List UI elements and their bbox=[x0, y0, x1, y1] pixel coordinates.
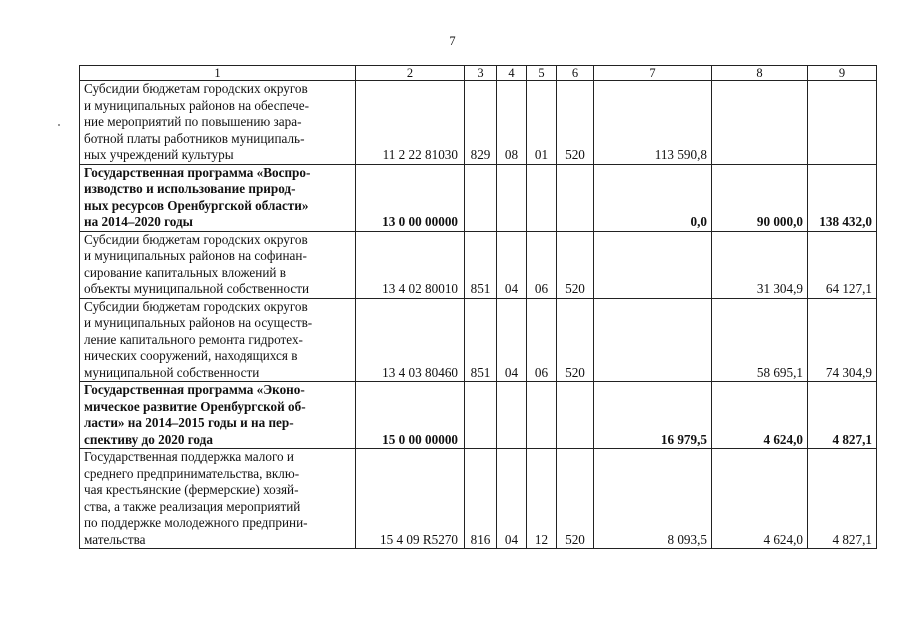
expense-type-cell: 520 bbox=[557, 81, 594, 165]
subsection-cell: 12 bbox=[527, 449, 557, 549]
header-cell: 2 bbox=[356, 66, 465, 81]
amount-col8-cell: 31 304,9 bbox=[712, 231, 808, 298]
budget-code-cell: 13 4 03 80460 bbox=[356, 298, 465, 382]
section-cell bbox=[497, 382, 527, 449]
amount-col7-cell: 0,0 bbox=[594, 164, 712, 231]
row-name-cell: Субсидии бюджетам городских округов и муниципальных районов на осуществ- ление капитального ремонта гидротех- нических сооружений, находящихся в муниципальной собственности bbox=[80, 298, 356, 382]
budget-code-cell: 11 2 22 81030 bbox=[356, 81, 465, 165]
subsection-cell: 06 bbox=[527, 231, 557, 298]
table-row bbox=[80, 231, 877, 298]
amount-col8-cell: 90 000,0 bbox=[712, 164, 808, 231]
ministry-code-cell: 829 bbox=[465, 81, 497, 165]
ministry-code-cell: 851 bbox=[465, 231, 497, 298]
header-cell: 6 bbox=[557, 66, 594, 81]
ministry-code-cell bbox=[465, 382, 497, 449]
header-cell: 7 bbox=[594, 66, 712, 81]
amount-col8-cell bbox=[712, 81, 808, 165]
table-row bbox=[80, 298, 877, 382]
row-name-cell: Государственная программа «Эконо- мическое развитие Оренбургской об- ласти» на 2014–2015 годы и на пер- спективу до 2020 года bbox=[80, 382, 356, 449]
header-cell: 3 bbox=[465, 66, 497, 81]
budget-code-cell: 15 4 09 R5270 bbox=[356, 449, 465, 549]
header-cell: 9 bbox=[808, 66, 877, 81]
amount-col7-cell bbox=[594, 231, 712, 298]
expense-type-cell bbox=[557, 164, 594, 231]
budget-code-cell: 13 4 02 80010 bbox=[356, 231, 465, 298]
subsection-cell bbox=[527, 382, 557, 449]
header-row bbox=[80, 66, 877, 81]
amount-col9-cell: 4 827,1 bbox=[808, 449, 877, 549]
section-cell: 08 bbox=[497, 81, 527, 165]
budget-code-cell: 15 0 00 00000 bbox=[356, 382, 465, 449]
page-number: 7 bbox=[449, 34, 456, 48]
ministry-code-cell: 851 bbox=[465, 298, 497, 382]
expense-type-cell: 520 bbox=[557, 298, 594, 382]
table-body bbox=[80, 81, 877, 549]
amount-col8-cell: 4 624,0 bbox=[712, 449, 808, 549]
section-cell: 04 bbox=[497, 298, 527, 382]
amount-col8-cell: 4 624,0 bbox=[712, 382, 808, 449]
expense-type-cell bbox=[557, 382, 594, 449]
amount-col9-cell: 64 127,1 bbox=[808, 231, 877, 298]
row-name-cell: Государственная поддержка малого и среднего предпринимательства, вклю- чая крестьянские (фермерские) хозяй- ства, а также реализация мероприятий по поддержке молодежного предприни- мательства bbox=[80, 449, 356, 549]
expense-type-cell: 520 bbox=[557, 449, 594, 549]
row-name-cell: Субсидии бюджетам городских округов и муниципальных районов на обеспече- ние мероприятий по повышению зара- ботной платы работников муниципаль- ных учреждений культуры bbox=[80, 81, 356, 165]
section-cell: 04 bbox=[497, 449, 527, 549]
table-row bbox=[80, 81, 877, 165]
amount-col7-cell: 8 093,5 bbox=[594, 449, 712, 549]
ministry-code-cell: 816 bbox=[465, 449, 497, 549]
amount-col7-cell bbox=[594, 298, 712, 382]
amount-col9-cell: 4 827,1 bbox=[808, 382, 877, 449]
subsection-cell: 06 bbox=[527, 298, 557, 382]
header-cell: 5 bbox=[527, 66, 557, 81]
amount-col7-cell: 16 979,5 bbox=[594, 382, 712, 449]
amount-col9-cell: 138 432,0 bbox=[808, 164, 877, 231]
amount-col7-cell: 113 590,8 bbox=[594, 81, 712, 165]
header-cell: 1 bbox=[80, 66, 356, 81]
ministry-code-cell bbox=[465, 164, 497, 231]
table-row bbox=[80, 382, 877, 449]
amount-col8-cell: 58 695,1 bbox=[712, 298, 808, 382]
table-row bbox=[80, 164, 877, 231]
section-cell: 04 bbox=[497, 231, 527, 298]
subsection-cell bbox=[527, 164, 557, 231]
table-row bbox=[80, 449, 877, 549]
subsection-cell: 01 bbox=[527, 81, 557, 165]
budget-code-cell: 13 0 00 00000 bbox=[356, 164, 465, 231]
expense-type-cell: 520 bbox=[557, 231, 594, 298]
amount-col9-cell: 74 304,9 bbox=[808, 298, 877, 382]
budget-table bbox=[79, 65, 877, 549]
amount-col9-cell bbox=[808, 81, 877, 165]
scan-speck bbox=[58, 124, 60, 126]
header-cell: 4 bbox=[497, 66, 527, 81]
section-cell bbox=[497, 164, 527, 231]
header-cell: 8 bbox=[712, 66, 808, 81]
row-name-cell: Субсидии бюджетам городских округов и муниципальных районов на софинан- сирование капитальных вложений в объекты муниципальной собственности bbox=[80, 231, 356, 298]
row-name-cell: Государственная программа «Воспро- изводство и использование природ- ных ресурсов Оренбургской области» на 2014–2020 годы bbox=[80, 164, 356, 231]
